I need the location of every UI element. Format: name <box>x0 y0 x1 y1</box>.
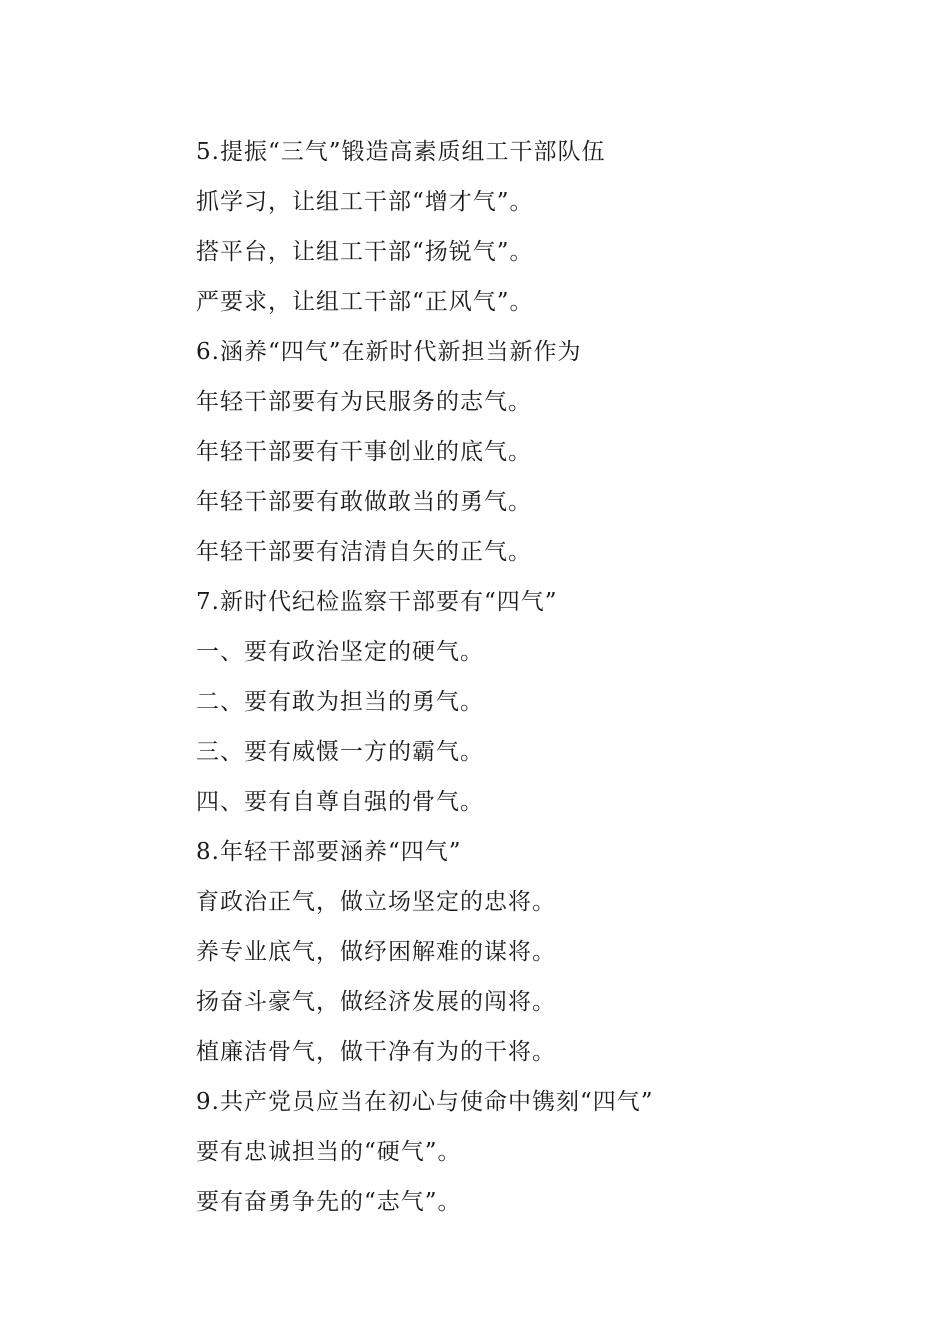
paragraph: 养专业底气，做纾困解难的谋将。 <box>196 939 556 965</box>
heading-9: 9.共产党员应当在初心与使命中镌刻“四气” <box>196 1089 654 1115</box>
paragraph: 一、要有政治坚定的硬气。 <box>196 639 484 665</box>
document-body <box>196 127 816 1227</box>
paragraph: 年轻干部要有为民服务的志气。 <box>196 389 532 415</box>
paragraph: 二、要有敢为担当的勇气。 <box>196 689 484 715</box>
paragraph: 三、要有威慑一方的霸气。 <box>196 739 484 765</box>
paragraph: 严要求，让组工干部“正风气”。 <box>196 289 534 315</box>
heading-6: 6.涵养“四气”在新时代新担当新作为 <box>196 339 582 365</box>
paragraph: 要有奋勇争先的“志气”。 <box>196 1189 462 1215</box>
paragraph: 年轻干部要有洁清自矢的正气。 <box>196 539 532 565</box>
paragraph: 要有忠诚担当的“硬气”。 <box>196 1139 462 1165</box>
paragraph: 育政治正气，做立场坚定的忠将。 <box>196 889 556 915</box>
heading-5: 5.提振“三气”锻造高素质组工干部队伍 <box>196 139 606 165</box>
paragraph: 植廉洁骨气，做干净有为的干将。 <box>196 1039 556 1065</box>
heading-7: 7.新时代纪检监察干部要有“四气” <box>196 589 558 615</box>
paragraph: 年轻干部要有敢做敢当的勇气。 <box>196 489 532 515</box>
paragraph: 四、要有自尊自强的骨气。 <box>196 789 484 815</box>
paragraph: 扬奋斗豪气，做经济发展的闯将。 <box>196 989 556 1015</box>
heading-8: 8.年轻干部要涵养“四气” <box>196 839 462 865</box>
paragraph: 搭平台，让组工干部“扬锐气”。 <box>196 239 534 265</box>
paragraph: 抓学习，让组工干部“增才气”。 <box>196 189 534 215</box>
paragraph: 年轻干部要有干事创业的底气。 <box>196 439 532 465</box>
